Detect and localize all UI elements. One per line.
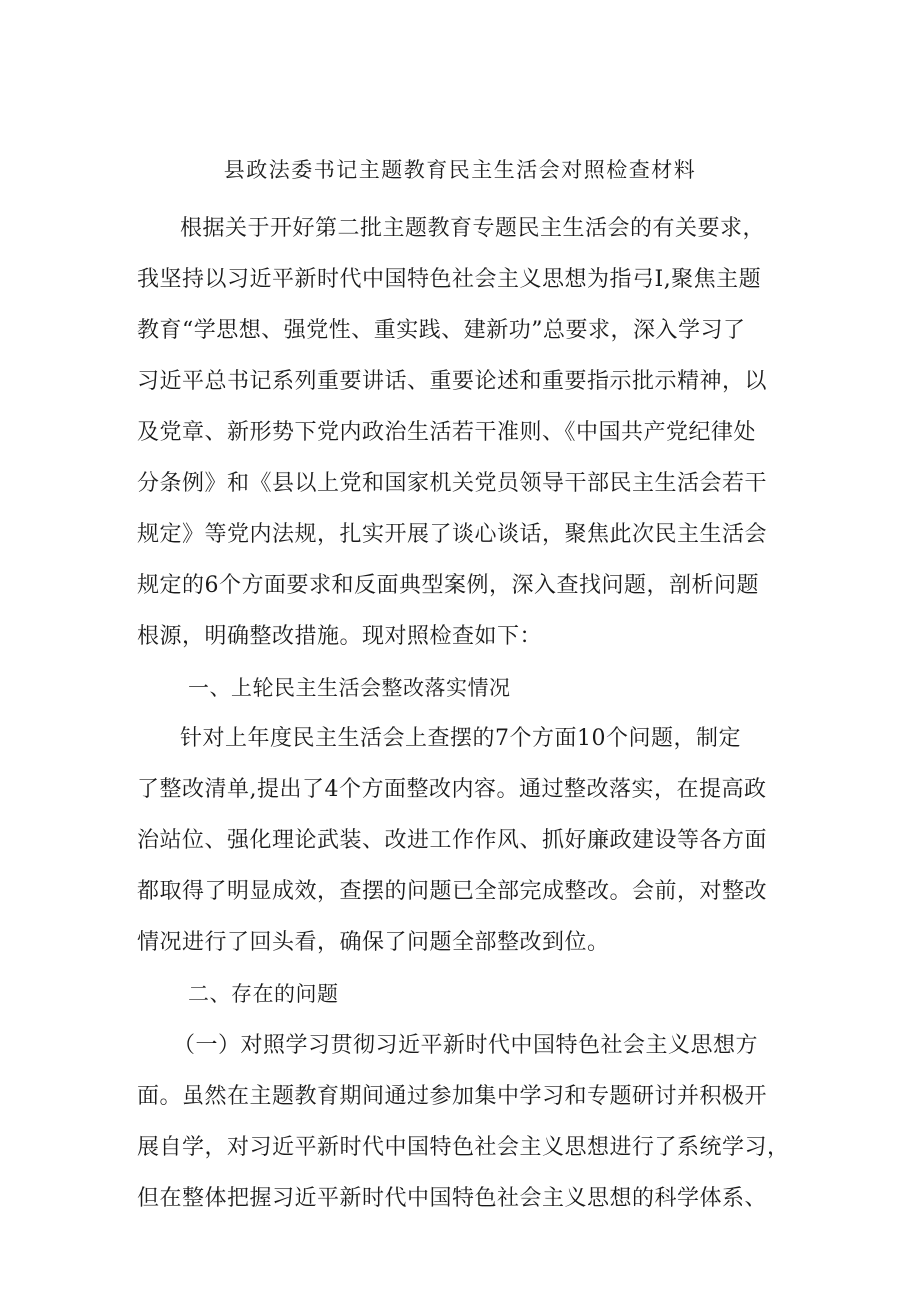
paragraph-line: （一）对照学习贯彻习近平新时代中国特色社会主义思想方 — [173, 1033, 759, 1058]
paragraph-line: 情况进行了回头看，确保了问题全部整改到位。 — [137, 930, 610, 955]
paragraph-line: 根据关于开好第二批主题教育专题民主生活会的有关要求， — [180, 216, 766, 241]
paragraph-line: 针对上年度民主生活会上查摆的7个方面10个问题，制定 — [180, 726, 741, 751]
paragraph-line: 都取得了明显成效，查摆的问题已全部完成整改。会前，对整改 — [137, 879, 768, 904]
paragraph-line: 根源，明确整改措施。现对照检查如下： — [137, 624, 543, 649]
section-heading: 一、上轮民主生活会整改落实情况 — [188, 676, 511, 700]
paragraph-line: 面。虽然在主题教育期间通过参加集中学习和专题研讨并积极开 — [137, 1084, 768, 1109]
paragraph-line: 规定的6个方面要求和反面典型案例，深入查找问题，剖析问题 — [137, 573, 759, 598]
paragraph-line: 但在整体把握习近平新时代中国特色社会主义思想的科学体系、 — [137, 1186, 768, 1211]
paragraph-line: 我坚持以习近平新时代中国特色社会主义思想为指弓I,聚焦主题 — [137, 267, 762, 292]
paragraph-line: 教育“学思想、强党性、重实践、建新功”总要求，深入学习了 — [137, 318, 746, 343]
paragraph-line: 规定》等党内法规，扎实开展了谈心谈话，聚焦此次民主生活会 — [137, 522, 768, 547]
document-title: 县政法委书记主题教育民主生活会对照检查材料 — [223, 158, 697, 182]
paragraph-line: 习近平总书记系列重要讲话、重要论述和重要指示批示精神，以 — [137, 369, 768, 394]
paragraph-line: 治站位、强化理论武装、改进工作作风、抓好廉政建设等各方面 — [137, 828, 768, 853]
paragraph-line: 了整改清单,提出了4个方面整改内容。通过整改落实，在提高政 — [137, 777, 767, 802]
section-heading: 二、存在的问题 — [188, 982, 339, 1006]
paragraph-line: 展自学，对习近平新时代中国特色社会主义思想进行了系统学习， — [137, 1135, 790, 1160]
paragraph-line: 及党章、新形势下党内政治生活若干准则、《中国共产党纪律处 — [137, 420, 757, 445]
paragraph-line: 分条例》和《县以上党和国家机关党员领导干部民主生活会若干 — [137, 471, 768, 496]
